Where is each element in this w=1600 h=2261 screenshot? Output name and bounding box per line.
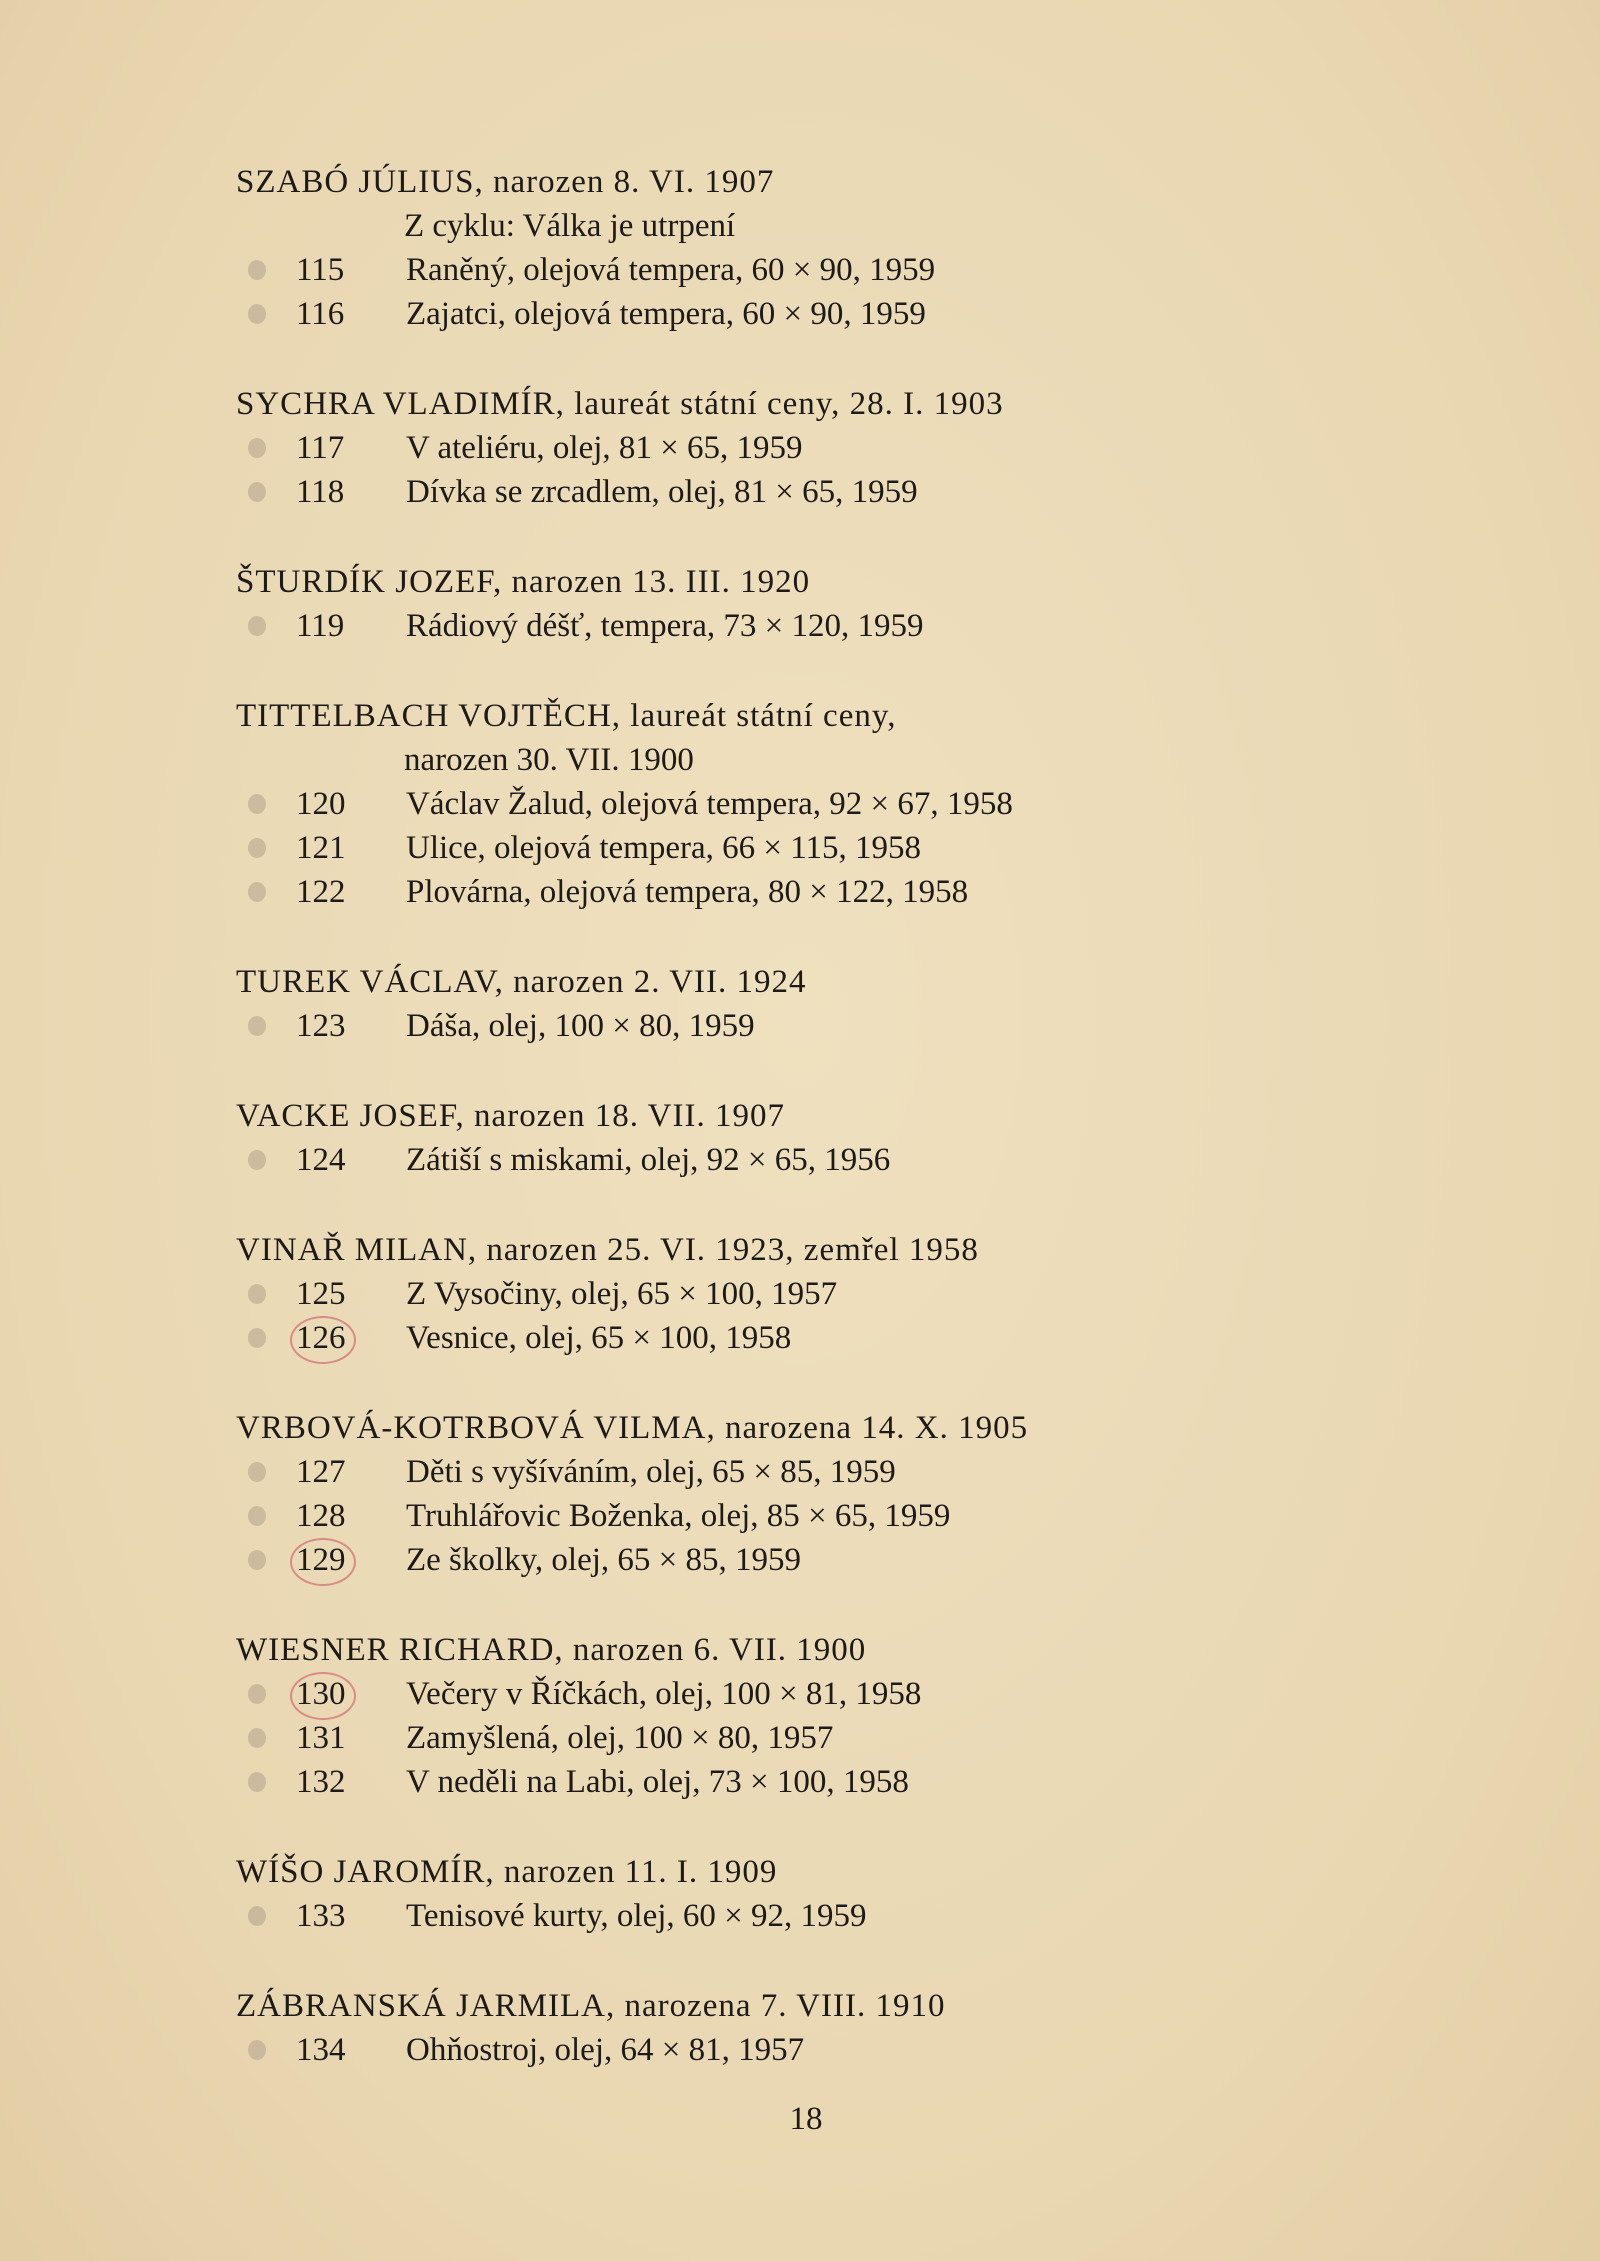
- artist-header: VRBOVÁ-KOTRBOVÁ VILMA, narozena 14. X. 1905: [236, 1410, 1029, 1446]
- artwork-title: Zamyšlená, olej, 100 × 80, 1957: [406, 1720, 834, 1756]
- artwork-row: [236, 470, 1416, 514]
- catalog-number: 116: [296, 296, 345, 332]
- catalog-number: 132: [296, 1764, 346, 1800]
- artist-header: ZÁBRANSKÁ JARMILA, narozena 7. VIII. 1910: [236, 1988, 946, 2024]
- catalog-number: 131: [296, 1720, 346, 1756]
- catalog-number: 134: [296, 2032, 346, 2068]
- artwork-row: [236, 1760, 1416, 1804]
- artist-subtitle: narozen 30. VII. 1900: [404, 742, 694, 778]
- stamp-mark: [248, 482, 266, 502]
- artwork-row: [236, 1894, 1416, 1938]
- catalog-number: 117: [296, 430, 345, 466]
- stamp-mark: [248, 882, 266, 902]
- artwork-row: [236, 1672, 1416, 1716]
- artwork-title: Raněný, olejová tempera, 60 × 90, 1959: [406, 252, 936, 288]
- stamp-mark: [248, 1150, 266, 1170]
- stamp-mark: [248, 1906, 266, 1926]
- artist-header: VACKE JOSEF, narozen 18. VII. 1907: [236, 1098, 785, 1134]
- artist-header: SZABÓ JÚLIUS, narozen 8. VI. 1907: [236, 164, 775, 200]
- artist-header: WÍŠO JAROMÍR, narozen 11. I. 1909: [236, 1854, 778, 1890]
- artist-header: SYCHRA VLADIMÍR, laureát státní ceny, 28. I. 1903: [236, 386, 1004, 422]
- stamp-mark: [248, 1462, 266, 1482]
- artwork-title: Dáša, olej, 100 × 80, 1959: [406, 1008, 755, 1044]
- artist-entry: [236, 1228, 1416, 1360]
- page-number: 18: [789, 2101, 823, 2137]
- catalog-number: 121: [296, 830, 346, 866]
- artist-entry: [236, 960, 1416, 1048]
- artist-entry: [236, 560, 1416, 648]
- artist-entry: [236, 1406, 1416, 1582]
- artwork-row: [236, 1494, 1416, 1538]
- catalog-number: 125: [296, 1276, 346, 1312]
- stamp-mark: [248, 1284, 266, 1304]
- artwork-title: Ohňostroj, olej, 64 × 81, 1957: [406, 2032, 805, 2068]
- stamp-mark: [248, 260, 266, 280]
- artwork-row: [236, 870, 1416, 914]
- stamp-mark: [248, 1506, 266, 1526]
- artwork-row: [236, 1004, 1416, 1048]
- catalog-number: 123: [296, 1008, 346, 1044]
- artwork-row: [236, 1138, 1416, 1182]
- stamp-mark: [248, 1328, 266, 1348]
- artist-entry: [236, 382, 1416, 514]
- artwork-title: Ze školky, olej, 65 × 85, 1959: [406, 1542, 802, 1578]
- stamp-mark: [248, 616, 266, 636]
- artwork-row: [236, 1716, 1416, 1760]
- catalog-number: 124: [296, 1142, 346, 1178]
- stamp-mark: [248, 1728, 266, 1748]
- catalog-number: 120: [296, 786, 346, 822]
- stamp-mark: [248, 1684, 266, 1704]
- artist-header: VINAŘ MILAN, narozen 25. VI. 1923, zemřel 1958: [236, 1232, 979, 1268]
- artist-list: [236, 160, 1416, 2118]
- artwork-title: Plovárna, olejová tempera, 80 × 122, 1958: [406, 874, 969, 910]
- stamp-mark: [248, 304, 266, 324]
- artist-entry: [236, 1850, 1416, 1938]
- artwork-title: V neděli na Labi, olej, 73 × 100, 1958: [406, 1764, 909, 1800]
- artist-entry: [236, 1984, 1416, 2072]
- artwork-title: Zátiší s miskami, olej, 92 × 65, 1956: [406, 1142, 891, 1178]
- catalog-number: 126: [296, 1320, 346, 1356]
- artist-header: WIESNER RICHARD, narozen 6. VII. 1900: [236, 1632, 867, 1668]
- artwork-title: Večery v Říčkách, olej, 100 × 81, 1958: [406, 1676, 922, 1712]
- artwork-title: Rádiový déšť, tempera, 73 × 120, 1959: [406, 608, 924, 644]
- artwork-row: [236, 1450, 1416, 1494]
- artwork-title: Dívka se zrcadlem, olej, 81 × 65, 1959: [406, 474, 918, 510]
- stamp-mark: [248, 794, 266, 814]
- artwork-title: V ateliéru, olej, 81 × 65, 1959: [406, 430, 803, 466]
- artwork-row: [236, 782, 1416, 826]
- catalog-number: 129: [296, 1542, 346, 1578]
- catalog-number: 115: [296, 252, 345, 288]
- artwork-row: [236, 826, 1416, 870]
- artwork-row: [236, 1538, 1416, 1582]
- artist-subtitle: Z cyklu: Válka je utrpení: [404, 208, 736, 244]
- artwork-title: Václav Žalud, olejová tempera, 92 × 67, 1958: [406, 786, 1013, 822]
- artwork-row: [236, 1272, 1416, 1316]
- stamp-mark: [248, 2040, 266, 2060]
- catalog-number: 128: [296, 1498, 346, 1534]
- artwork-title: Zajatci, olejová tempera, 60 × 90, 1959: [406, 296, 926, 332]
- artist-header: TITTELBACH VOJTĚCH, laureát státní ceny,: [236, 698, 897, 734]
- artwork-title: Děti s vyšíváním, olej, 65 × 85, 1959: [406, 1454, 896, 1490]
- stamp-mark: [248, 1016, 266, 1036]
- catalog-number: 118: [296, 474, 345, 510]
- catalog-number: 127: [296, 1454, 346, 1490]
- artist-header: ŠTURDÍK JOZEF, narozen 13. III. 1920: [236, 564, 811, 600]
- artwork-row: [236, 1316, 1416, 1360]
- artwork-row: [236, 292, 1416, 336]
- artist-entry: [236, 694, 1416, 914]
- artwork-row: [236, 2028, 1416, 2072]
- stamp-mark: [248, 1550, 266, 1570]
- catalog-number: 122: [296, 874, 346, 910]
- artwork-title: Truhlářovic Boženka, olej, 85 × 65, 1959: [406, 1498, 951, 1534]
- catalog-number: 133: [296, 1898, 346, 1934]
- artwork-title: Ulice, olejová tempera, 66 × 115, 1958: [406, 830, 921, 866]
- stamp-mark: [248, 438, 266, 458]
- artist-header: TUREK VÁCLAV, narozen 2. VII. 1924: [236, 964, 807, 1000]
- artwork-row: [236, 426, 1416, 470]
- stamp-mark: [248, 838, 266, 858]
- artwork-title: Z Vysočiny, olej, 65 × 100, 1957: [406, 1276, 838, 1312]
- artwork-title: Tenisové kurty, olej, 60 × 92, 1959: [406, 1898, 867, 1934]
- artist-entry: [236, 1628, 1416, 1804]
- artist-entry: [236, 1094, 1416, 1182]
- catalog-number: 130: [296, 1676, 346, 1712]
- catalog-number: 119: [296, 608, 345, 644]
- artist-entry: [236, 160, 1416, 336]
- artwork-row: [236, 248, 1416, 292]
- artwork-row: [236, 604, 1416, 648]
- stamp-mark: [248, 1772, 266, 1792]
- artwork-title: Vesnice, olej, 65 × 100, 1958: [406, 1320, 792, 1356]
